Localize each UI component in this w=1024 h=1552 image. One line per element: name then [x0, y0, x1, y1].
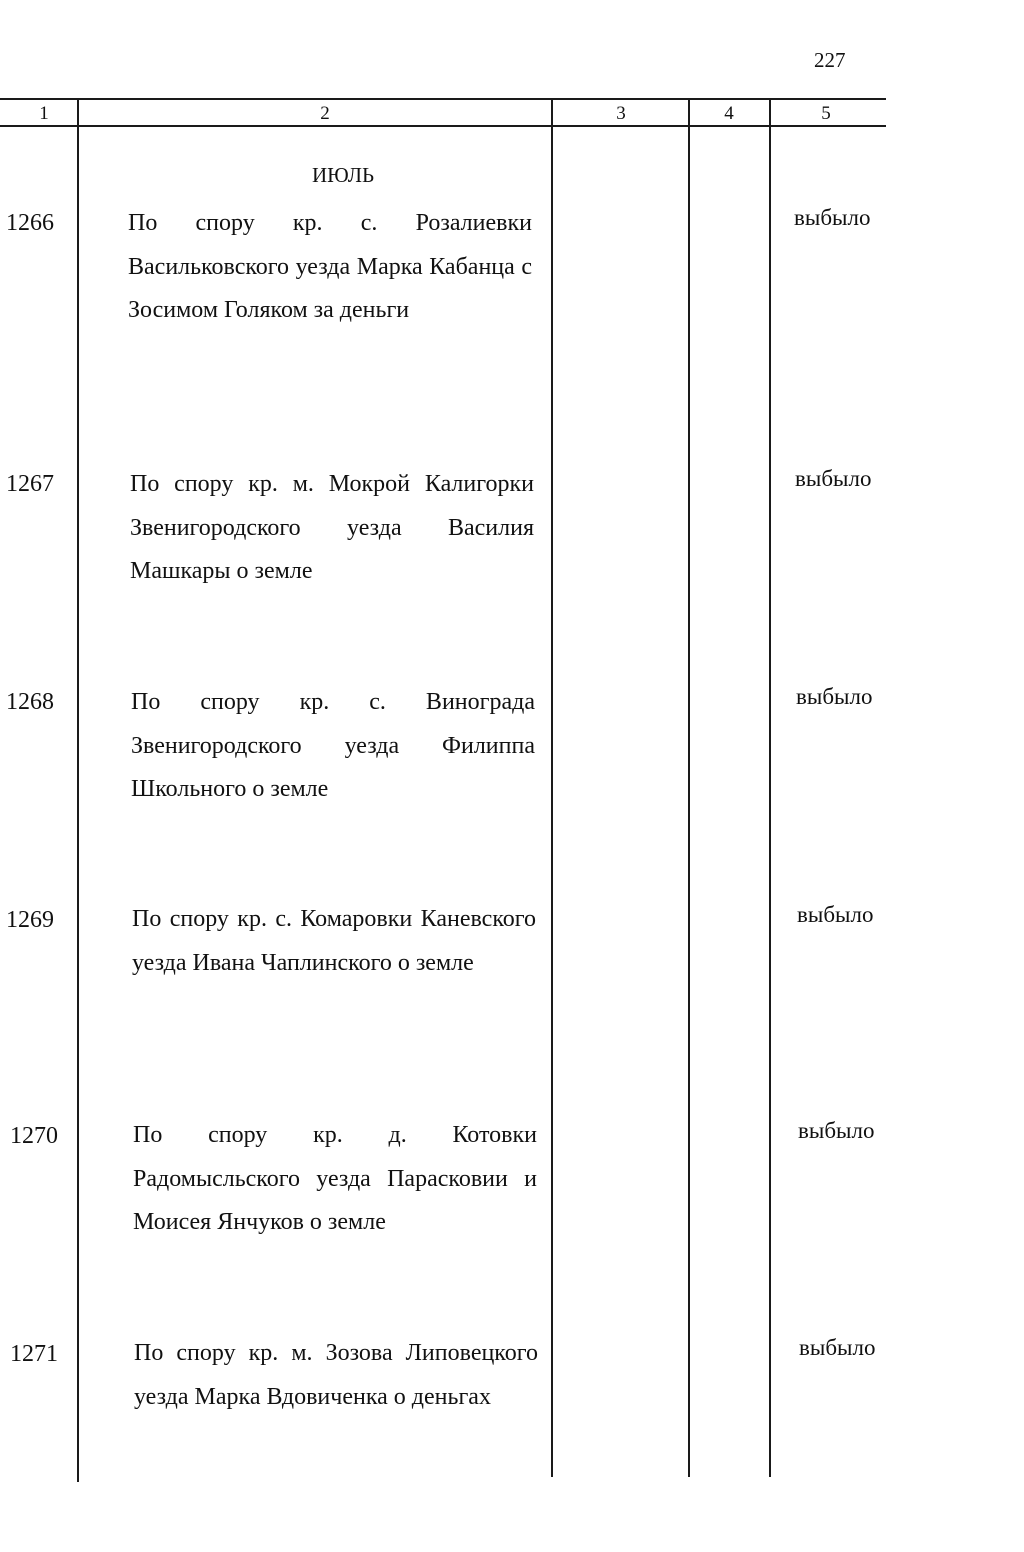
page-number: 227: [814, 48, 846, 72]
entry-status: выбыло: [797, 902, 874, 927]
entry-number: 1270: [10, 1123, 58, 1149]
entry-number: 1267: [6, 471, 54, 497]
column-header-4: 4: [724, 103, 734, 124]
entry-description: По спору кр. м. Зозова Липовецкого уезда Марка Вдовиченка о деньгах: [134, 1340, 538, 1410]
month-heading: ИЮЛЬ: [312, 163, 375, 187]
entry-status: выбыло: [794, 205, 871, 230]
column-divider-3: [688, 99, 690, 1477]
column-header-3: 3: [616, 103, 626, 124]
entry-number: 1266: [6, 210, 54, 236]
column-header-1: 1: [39, 103, 49, 124]
column-divider-2: [551, 99, 553, 1477]
entry-status: выбыло: [799, 1335, 876, 1360]
entry-status: выбыло: [796, 684, 873, 709]
table-top-rule: [0, 98, 886, 100]
header-bottom-rule: [0, 125, 886, 127]
entry-number: 1269: [6, 907, 54, 933]
entry-status: выбыло: [795, 466, 872, 491]
column-divider-1: [77, 99, 79, 1482]
column-header-5: 5: [821, 103, 831, 124]
entry-description: По спору кр. с. Винограда Звенигородского уезда Филиппа Школьного о земле: [131, 689, 535, 802]
entry-description: По спору кр. м. Мокрой Калигорки Звенигородского уезда Василия Машкары о земле: [130, 471, 534, 584]
entry-number: 1271: [10, 1341, 58, 1367]
column-divider-4: [769, 99, 771, 1477]
entry-description: По спору кр. с. Комаровки Каневского уезда Ивана Чаплинского о земле: [132, 906, 536, 976]
entry-number: 1268: [6, 689, 54, 715]
entry-status: выбыло: [798, 1118, 875, 1143]
column-header-2: 2: [320, 103, 330, 124]
entry-description: По спору кр. с. Розалиевки Васильковского уезда Марка Кабанца с Зосимом Голяком за деньги: [128, 210, 532, 323]
entry-description: По спору кр. д. Котовки Радомысльского уезда Парасковии и Моисея Янчуков о земле: [133, 1122, 537, 1235]
